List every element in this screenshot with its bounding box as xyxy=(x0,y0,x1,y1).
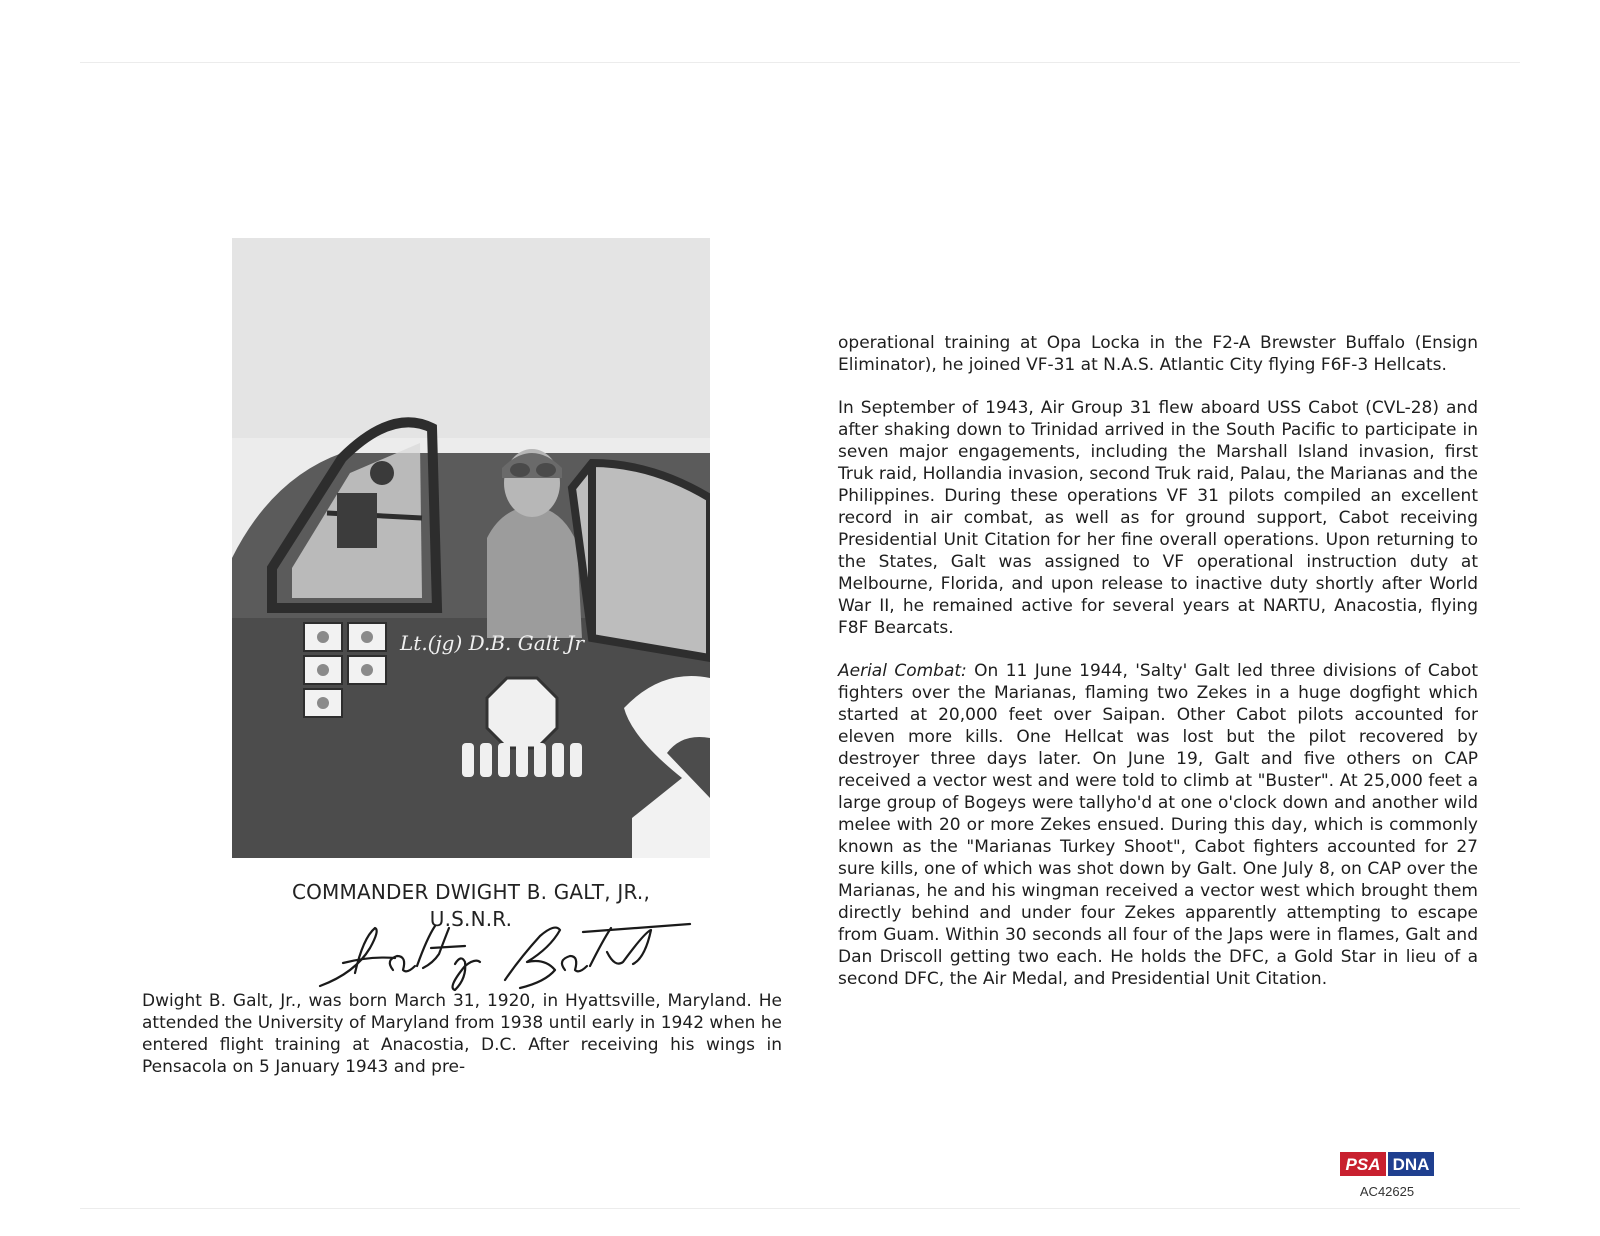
top-rule xyxy=(80,62,1520,63)
pilot-photo xyxy=(232,238,710,858)
aerial-combat-text: On 11 June 1944, 'Salty' Galt led three divisions of Cabot fighters over the Marianas, flaming two Zekes in a huge dogfight which started at 20,000 feet over Saipan. Other Cabot pilots accounted for eleven more kills. One Hellcat was lost but the pilot recovered by destroyer three days later. On June 19, Galt and five others on CAP received a vector west and were told to climb at "Buster". At 25,000 feet a large group of Bogeys were tallyho'd at one o'clock down and another wild melee with 20 or more Zekes ensued. During this day, which is commonly known as the "Marianas Turkey Shoot", Cabot fighters accounted for 27 sure kills, one of which was shot down by Galt. One July 8, on CAP over the Marianas, he and his wingman received a vector west which brought them directly behind and under four Zekes apparently attempting to escape from Guam. Within 30 seconds all four of the Japs were in flames, Galt and Dan Driscoll getting two each. He holds the DFC, a Gold Star in lieu of a second DFC, the Air Medal, and Presidential Unit Citation. xyxy=(838,661,1478,989)
psa-dna-logo xyxy=(1340,1152,1434,1176)
caption-rank: U.S.N.R. xyxy=(429,907,513,931)
biography-right-column xyxy=(838,332,1478,990)
certificate-number: AC42625 xyxy=(1359,1184,1415,1199)
bio-paragraph-4 xyxy=(838,660,1478,990)
bio-paragraph-2: operational training at Opa Locka in the F2-A Brewster Buffalo (Ensign Eliminator), he joined VF-31 at N.A.S. Atlantic City flying F6F-3 Hellcats. xyxy=(838,333,1478,375)
caption-name: COMMANDER DWIGHT B. GALT, JR., xyxy=(291,880,651,904)
aerial-combat-heading: Aerial Combat: xyxy=(838,661,967,681)
bio-paragraph-3: In September of 1943, Air Group 31 flew aboard USS Cabot (CVL-28) and after shaking down to Trinidad arrived in the South Pacific to participate in seven major engagements, including the Marshall Island invasion, first Truk raid, Hollandia invasion, second Truk raid, Palau, the Marianas and the Philippines. During these operations VF 31 pilots compiled an excellent record in air combat, as well as for ground support, Cabot receiving Presidential Unit Citation for her fine overall operations. Upon returning to the States, Galt was assigned to VF operational instruction duty at Melbourne, Florida, and upon release to inactive duty shortly after World War II, he remained active for several years at NARTU, Anacostia, flying F8F Bearcats. xyxy=(838,398,1478,638)
bio-paragraph-1: Dwight B. Galt, Jr., was born March 31, 1920, in Hyattsville, Maryland. He attended the University of Maryland from 1938 until early in 1942 when he entered flight training at Anacostia, D.C. After receiving his wings in Pensacola on 5 January 1943 and pre- xyxy=(142,991,782,1077)
logo-dna-text: DNA xyxy=(1392,1155,1430,1174)
plane-name-marking: Lt.(jg) D.B. Galt Jr xyxy=(400,631,585,655)
autograph-signature xyxy=(315,918,695,993)
bottom-rule xyxy=(80,1208,1520,1209)
biography-left-column xyxy=(142,990,782,1078)
logo-psa-text: PSA xyxy=(1345,1155,1381,1174)
